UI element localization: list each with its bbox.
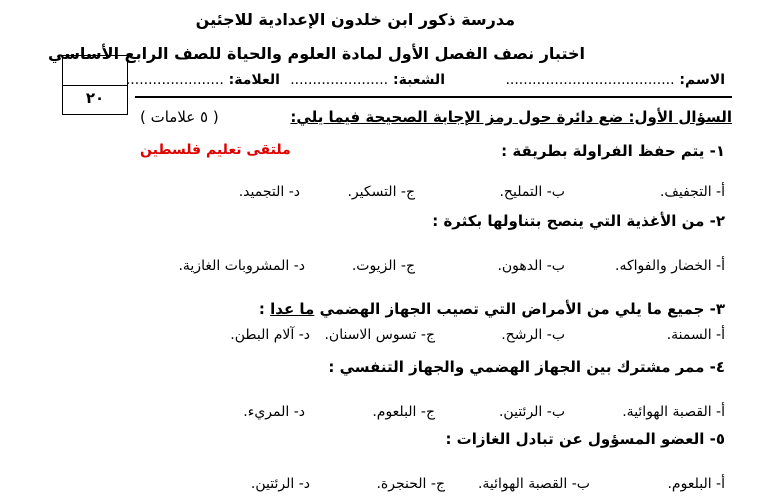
- question-2: ٢- من الأغذية التي ينصح بتناولها بكثرة :: [432, 212, 725, 230]
- q2-option-c[interactable]: ج- الزيوت.: [351, 258, 415, 274]
- q4-option-d[interactable]: د- المريء.: [243, 404, 305, 420]
- q5-option-c[interactable]: ج- الحنجرة.: [376, 476, 445, 492]
- exam-title: اختبار نصف الفصل الأول لمادة العلوم والحياة للصف الرابع الأساسي: [48, 44, 585, 63]
- score-total: ٢٠: [85, 89, 105, 107]
- section-dots: ......................: [290, 72, 389, 88]
- question-4: ٤- ممر مشترك بين الجهاز الهضمي والجهاز التنفسي :: [328, 358, 725, 376]
- q2-option-a[interactable]: أ- الخضار والفواكه.: [615, 258, 725, 274]
- school-name: مدرسة ذكور ابن خلدون الإعدادية للاجئين: [195, 10, 515, 29]
- q4-option-a[interactable]: أ- القصبة الهوائية.: [622, 404, 725, 420]
- q1-option-d[interactable]: د- التجميد.: [238, 184, 300, 200]
- header-divider: [135, 96, 732, 98]
- q2-option-d[interactable]: د- المشروبات الغازية.: [178, 258, 305, 274]
- grade-label: العلامة:: [228, 72, 280, 88]
- section-label: الشعبة:: [392, 72, 445, 88]
- q4-option-b[interactable]: ب- الرئتين.: [498, 404, 565, 420]
- section1-title-prefix: السؤال الأول:: [628, 108, 732, 126]
- score-divider: [63, 85, 127, 86]
- section-field: [290, 72, 445, 88]
- q3-option-a[interactable]: أ- السمنة.: [666, 327, 725, 343]
- question-3-text: ٣- جميع ما يلي من الأمراض التي تصيب الجهاز الهضمي: [314, 300, 725, 318]
- score-box: [62, 55, 128, 115]
- section1-title: [290, 108, 732, 126]
- question-3-colon: :: [258, 300, 271, 318]
- q1-option-c[interactable]: ج- التسكير.: [347, 184, 415, 200]
- q3-option-d[interactable]: د- آلام البطن.: [230, 327, 310, 343]
- name-label: الاسم:: [679, 72, 725, 88]
- question-3: [259, 300, 725, 318]
- question-5: ٥- العضو المسؤول عن تبادل الغازات :: [445, 430, 725, 448]
- q5-option-d[interactable]: د- الرئتين.: [250, 476, 310, 492]
- grade-field: [126, 72, 280, 88]
- forum-watermark: ملتقى تعليم فلسطين: [140, 142, 291, 158]
- q3-option-c[interactable]: ج- تسوس الاسنان.: [324, 327, 435, 343]
- name-dots: ......................................: [505, 72, 675, 88]
- section1-marks: ( ٥ علامات ): [140, 108, 219, 126]
- name-field: [505, 72, 725, 88]
- q5-option-b[interactable]: ب- القصبة الهوائية.: [477, 476, 590, 492]
- question-1: ١- يتم حفظ الفراولة بطريقة :: [501, 142, 725, 160]
- q1-option-b[interactable]: ب- التمليح.: [499, 184, 565, 200]
- q3-option-b[interactable]: ب- الرشح.: [501, 327, 565, 343]
- grade-dots: ......................: [125, 72, 224, 88]
- q4-option-c[interactable]: ج- البلعوم.: [372, 404, 435, 420]
- section1-title-rest: ضع دائرة حول رمز الإجابة الصحيحة فيما يلي:: [290, 108, 629, 126]
- q2-option-b[interactable]: ب- الدهون.: [497, 258, 565, 274]
- q5-option-a[interactable]: أ- البلعوم.: [667, 476, 725, 492]
- question-3-except: ما عدا: [270, 300, 315, 318]
- q1-option-a[interactable]: أ- التجفيف.: [659, 184, 725, 200]
